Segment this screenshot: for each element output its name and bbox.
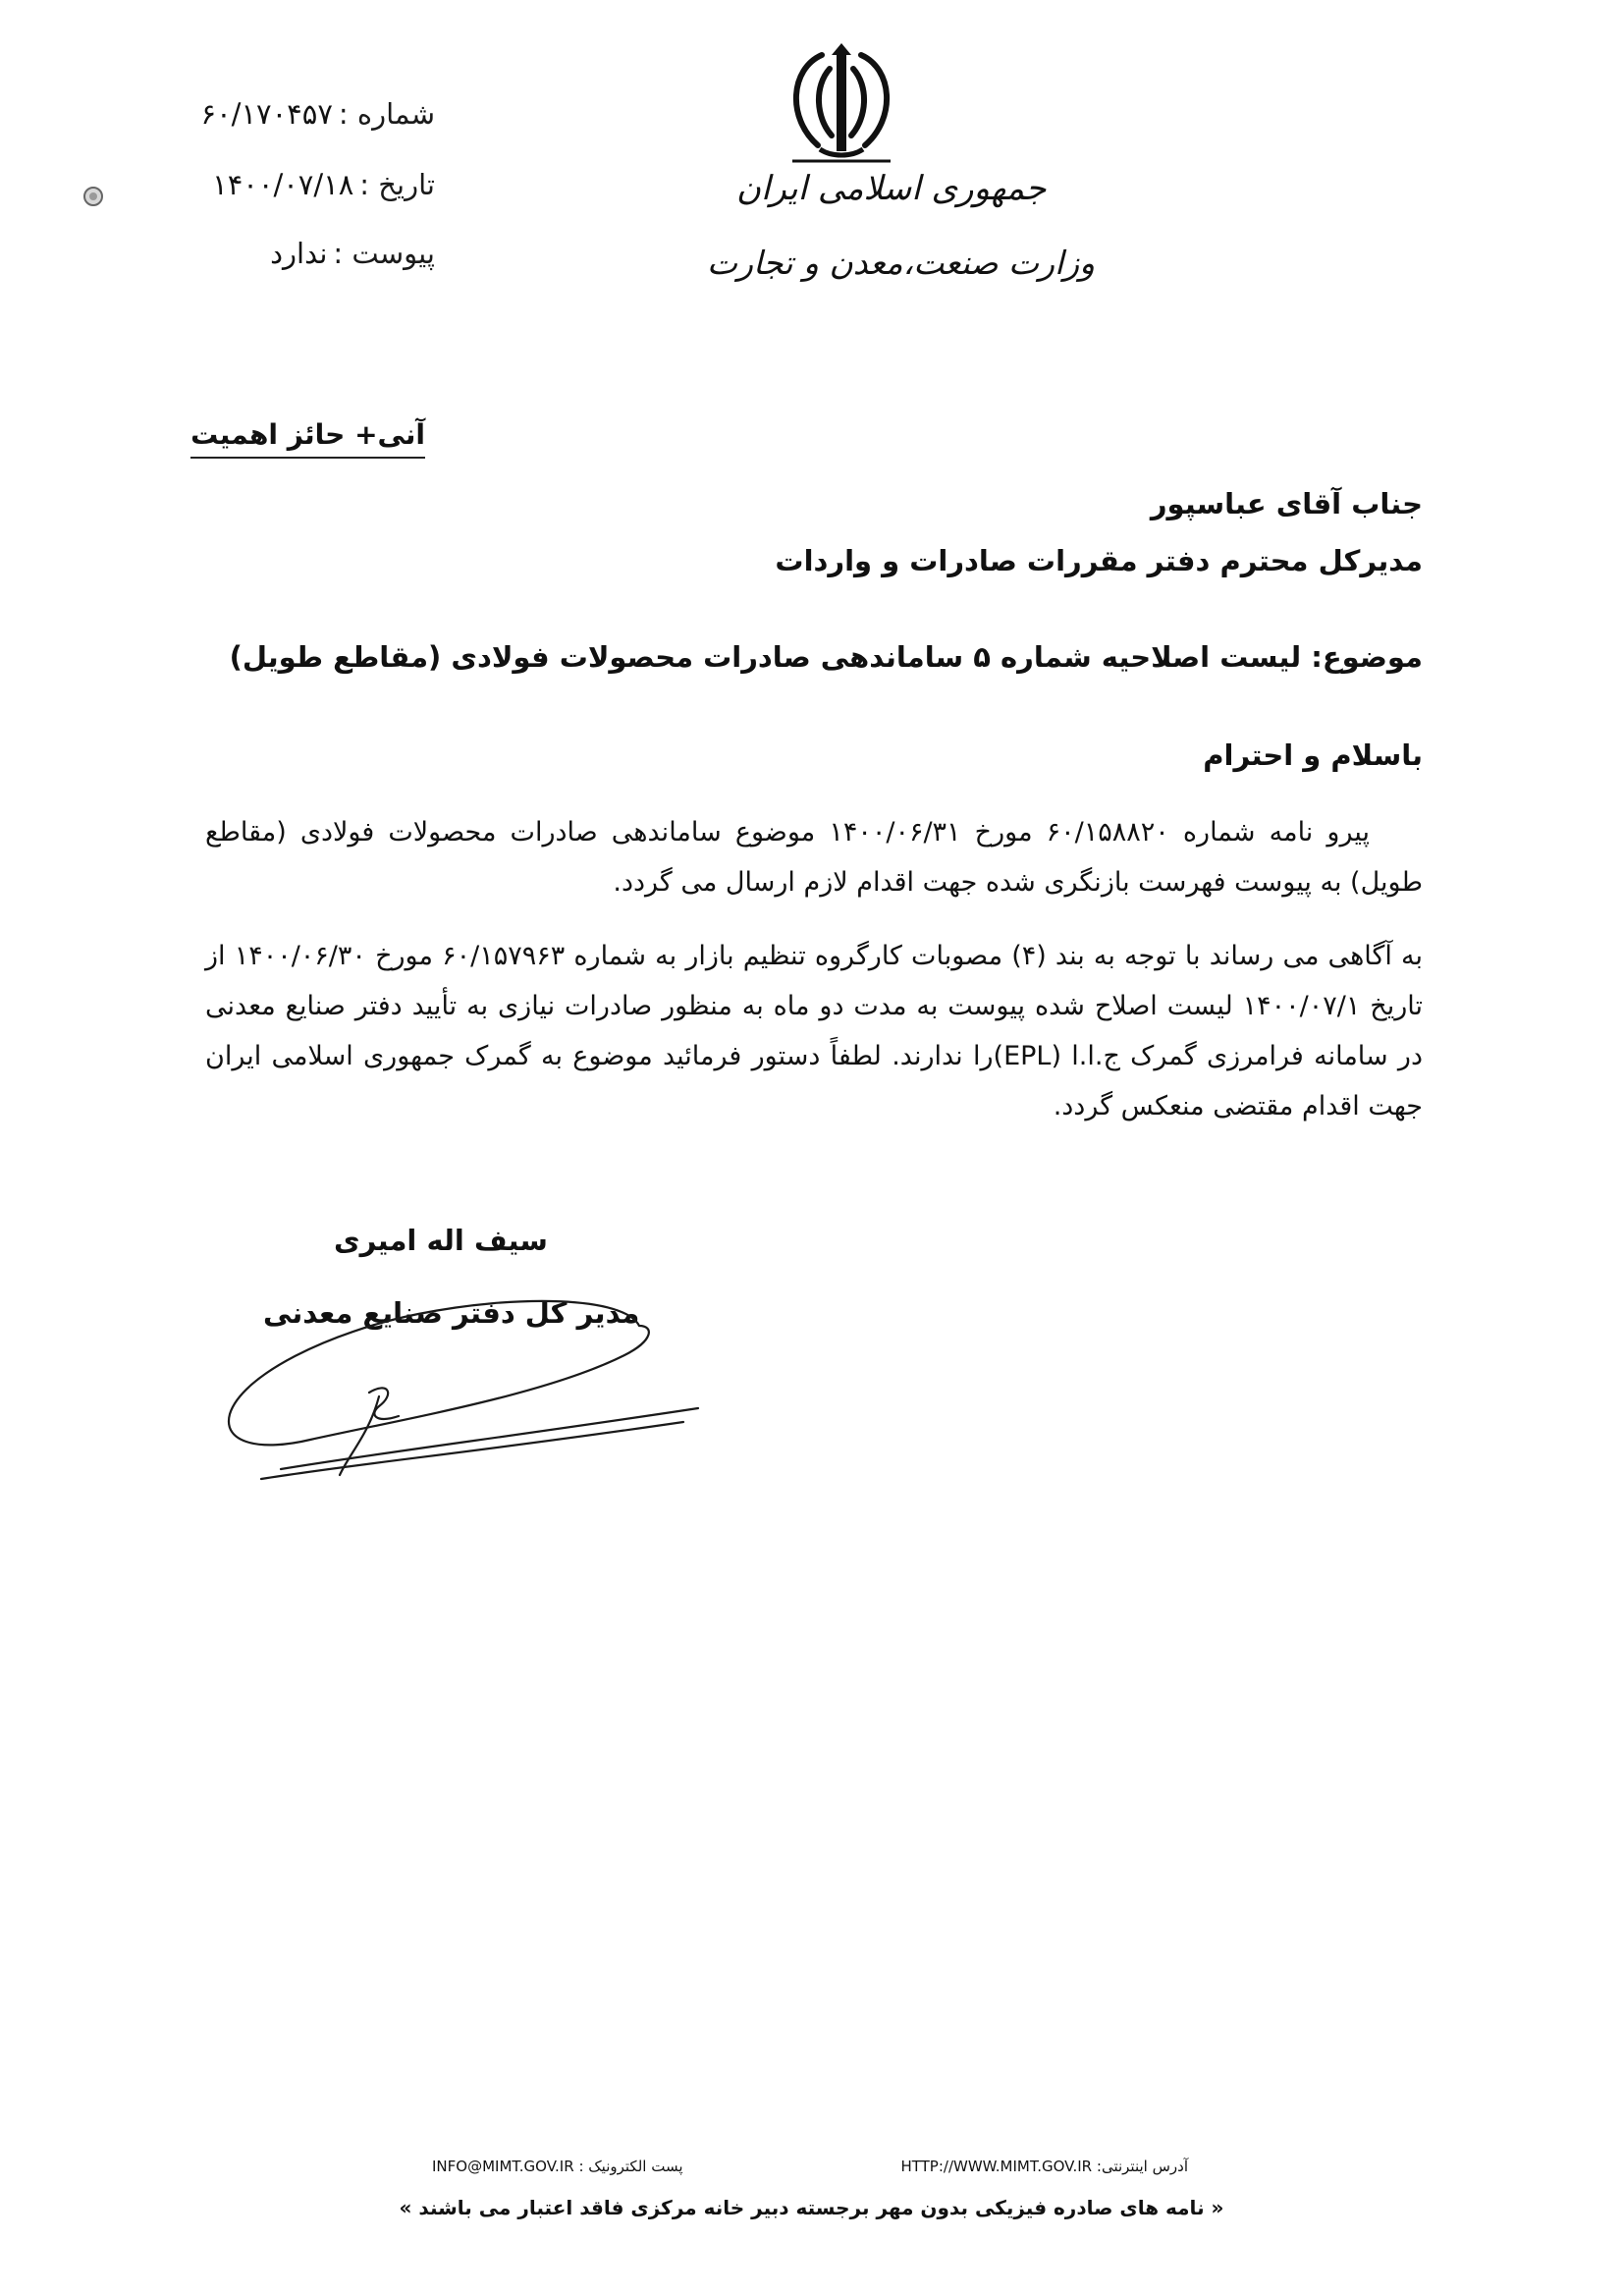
- body-paragraph-1: پیرو نامه شماره ۶۰/۱۵۸۸۲۰ مورخ ۱۴۰۰/۰۶/۳۱ موضوع ساماندهی صادرات محصولات فولادی (مقاطع طویل) به پیوست فهرست بازنگری شده جهت اقدام لازم ارسال می گردد.: [205, 817, 1423, 898]
- letter-number-label: شماره :: [338, 97, 435, 131]
- footer-email-label: پست الکترونیک :: [578, 2158, 683, 2175]
- footer-website-label: آدرس اینترنتی:: [1096, 2158, 1188, 2175]
- greeting: باسلام و احترام: [1203, 738, 1423, 772]
- signatory-title: مدیر کل دفتر صنایع معدنی: [263, 1296, 640, 1330]
- iran-emblem-icon: [763, 39, 920, 167]
- handwritten-signature: [222, 1286, 713, 1493]
- emblem-republic-text: جمهوری اسلامی ایران: [736, 169, 1047, 208]
- letter-number: [201, 94, 435, 134]
- letter-attachment: [270, 234, 435, 273]
- letter-attachment-label: پیوست :: [333, 237, 435, 270]
- recipient-name: جناب آقای عباسپور: [1150, 487, 1423, 520]
- letter-date: [212, 165, 435, 204]
- emblem-ministry-text: وزارت صنعت،معدن و تجارت: [707, 244, 1096, 282]
- priority-label: آنی+ حائز اهمیت: [190, 418, 425, 459]
- letter-subject: موضوع: لیست اصلاحیه شماره ۵ ساماندهی صادرات محصولات فولادی (مقاطع طویل): [229, 640, 1423, 674]
- footer-website: [900, 2158, 1188, 2175]
- footer-email: [432, 2158, 683, 2175]
- letter-date-label: تاریخ :: [359, 168, 435, 201]
- footer-email-link[interactable]: INFO@MIMT.GOV.IR: [432, 2158, 574, 2175]
- letter-date-value: ۱۴۰۰/۰۷/۱۸: [212, 168, 354, 201]
- punch-hole-icon: [82, 186, 104, 207]
- signatory-name: سیف اله امیری: [334, 1224, 548, 1257]
- footer-notice: « نامه های صادره فیزیکی بدون مهر برجسته دبیر خانه مرکزی فاقد اعتبار می باشند »: [399, 2196, 1224, 2219]
- footer-website-link[interactable]: HTTP://WWW.MIMT.GOV.IR: [900, 2158, 1093, 2175]
- footer-contact-row: [432, 2158, 1188, 2175]
- body-paragraph-2: به آگاهی می رساند با توجه به بند (۴) مصوبات کارگروه تنظیم بازار به شماره ۶۰/۱۵۷۹۶۳ مورخ ۱۴۰۰/۰۶/۳۰ از تاریخ ۱۴۰۰/۰۷/۱ لیست اصلاح شده پیوست به مدت دو ماه به منظور صادرات نیازی به تأیید دفتر صنایع معدنی در سامانه فرامرزی گمرک ج.ا.ا (EPL)را ندارند. لطفاً دستور فرمائید موضوع به گمرک جمهوری اسلامی ایران جهت اقدام مقتضی منعکس گردد.: [205, 941, 1424, 1121]
- letter-number-value: ۶۰/۱۷۰۴۵۷: [200, 97, 333, 131]
- letter-attachment-value: ندارد: [270, 237, 328, 270]
- recipient-title: مدیرکل محترم دفتر مقررات صادرات و واردات: [775, 544, 1423, 577]
